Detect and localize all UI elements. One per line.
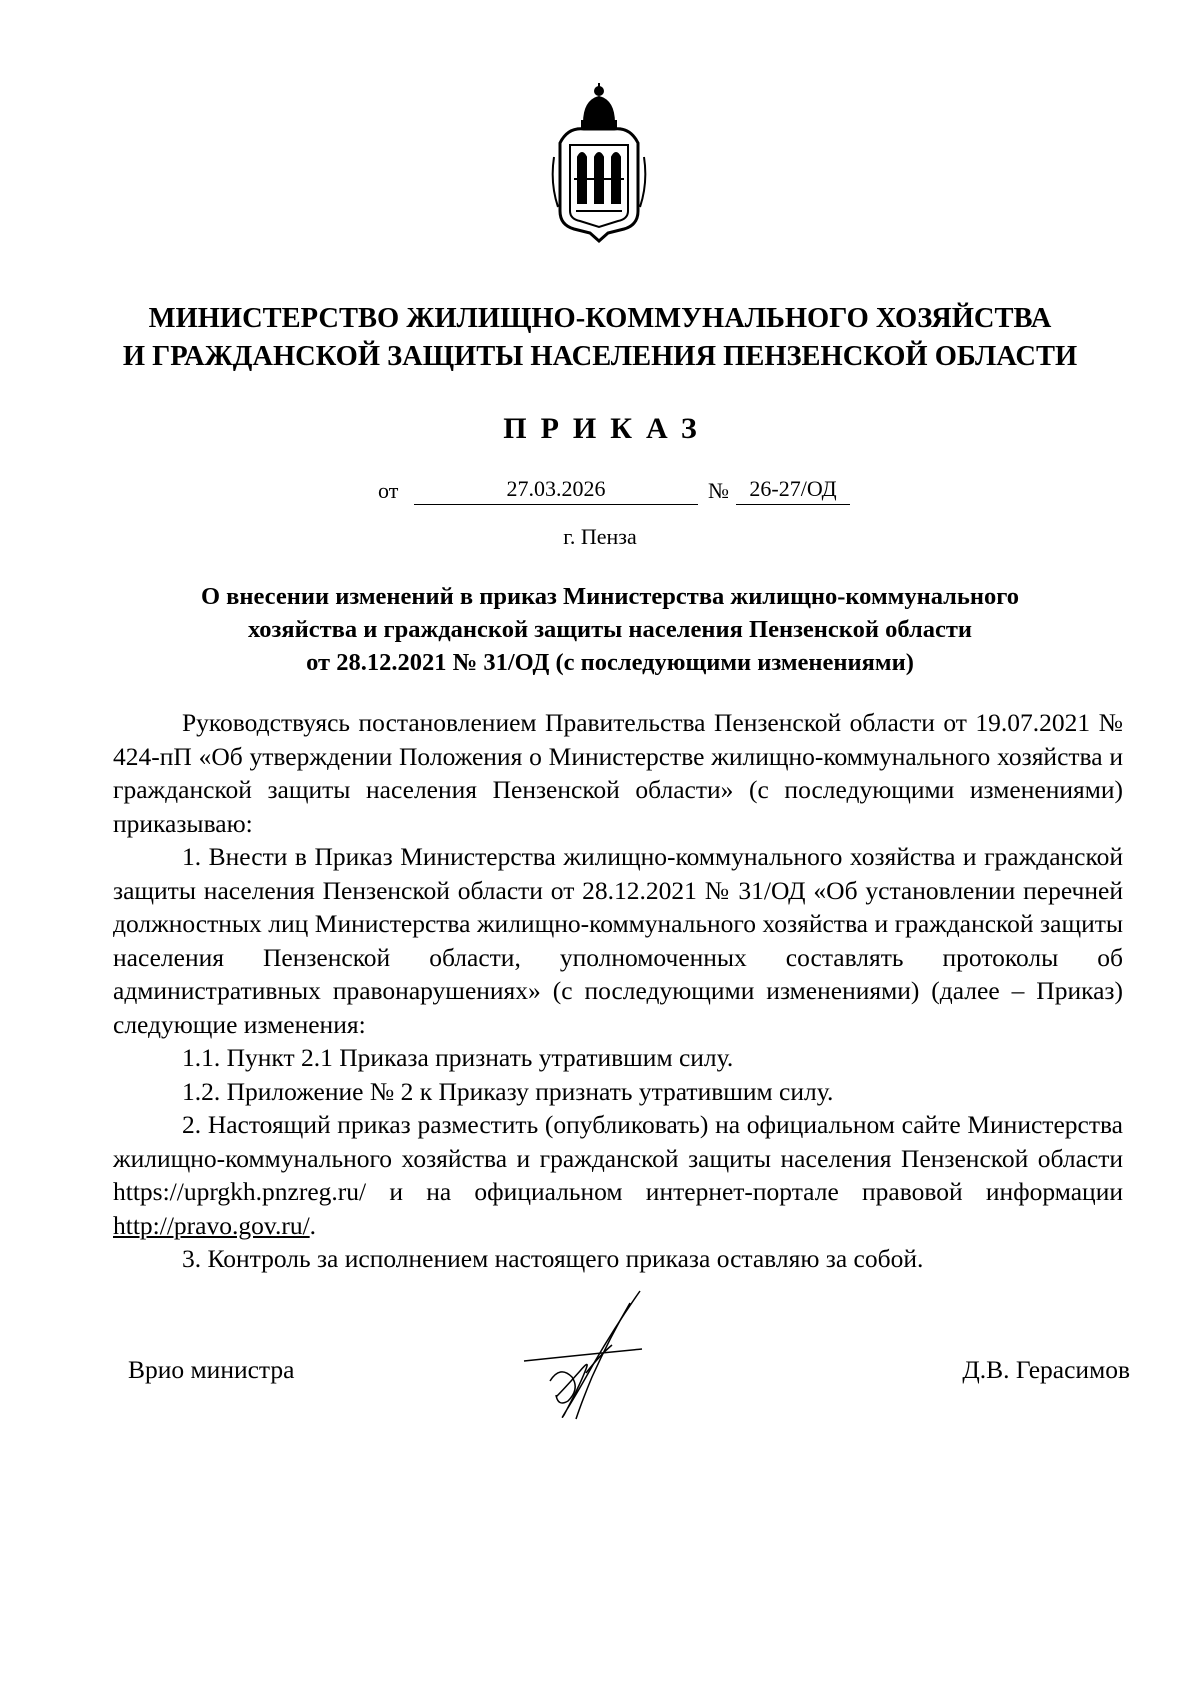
item-3: 3. Контроль за исполнением настоящего приказа оставляю за собой. (182, 1244, 924, 1273)
ministry-name-line1: МИНИСТЕРСТВО ЖИЛИЩНО-КОММУНАЛЬНОГО ХОЗЯЙСТВА (148, 303, 1052, 334)
item-2 (113, 1108, 1123, 1242)
document-body (113, 706, 1123, 1276)
signature-icon (520, 1285, 670, 1435)
title-line3: от 28.12.2021 № 31/ОД (с последующими изменениями) (306, 649, 914, 676)
coat-of-arms-icon (548, 83, 650, 243)
document-date: 27.03.2026 (414, 476, 698, 505)
document-title (130, 580, 1090, 679)
document-number: 26-27/ОД (736, 476, 850, 505)
ministry-name-line2: И ГРАЖДАНСКОЙ ЗАЩИТЫ НАСЕЛЕНИЯ ПЕНЗЕНСКОЙ ОБЛАСТИ (122, 341, 1078, 372)
document-type: ПРИКАЗ (503, 412, 711, 445)
intro-paragraph: Руководствуясь постановлением Правительства Пензенской области от 19.07.2021 № 424-пП «Об утверждении Положения о Министерстве жилищно-коммунального хозяйства и гражданской защиты населения Пензенской области» (с последующими изменениями) приказываю: (113, 708, 1123, 838)
item-1-1: 1.1. Пункт 2.1 Приказа признать утратившим силу. (182, 1043, 734, 1072)
item-2-text: 2. Настоящий приказ разместить (опубликовать) на официальном сайте Министерства жилищно-коммунального хозяйства и гражданской защиты населения Пензенской области https://uprgkh.pnzreg.ru/ и на официальном интернет-портале правовой информации (113, 1110, 1123, 1206)
city: г. Пенза (563, 524, 637, 549)
ministry-name (100, 300, 1100, 376)
item-1-2: 1.2. Приложение № 2 к Приказу признать утратившим силу. (182, 1076, 834, 1106)
signer-position: Врио министра (128, 1355, 295, 1384)
number-label: № (708, 478, 729, 503)
date-label: от (378, 478, 399, 503)
item-1: 1. Внести в Приказ Министерства жилищно-коммунального хозяйства и гражданской защиты населения Пензенской области от 28.12.2021 № 31/ОД «Об установлении перечней должностных лиц Министерства жилищно-коммунального хозяйства и гражданской защиты населения Пензенской области, уполномоченных составлять протоколы об административных правонарушениях» (с последующими изменениями) (далее – Приказ) следующие изменения: (113, 842, 1123, 1039)
signer-name: Д.В. Герасимов (962, 1355, 1130, 1384)
title-line1: О внесении изменений в приказ Министерства жилищно-коммунального (200, 583, 1019, 610)
title-line2: хозяйства и гражданской защиты населения Пензенской области (247, 616, 972, 643)
pravo-link[interactable]: http://pravo.gov.ru/ (113, 1210, 310, 1240)
item-2-end: . (309, 1210, 317, 1240)
